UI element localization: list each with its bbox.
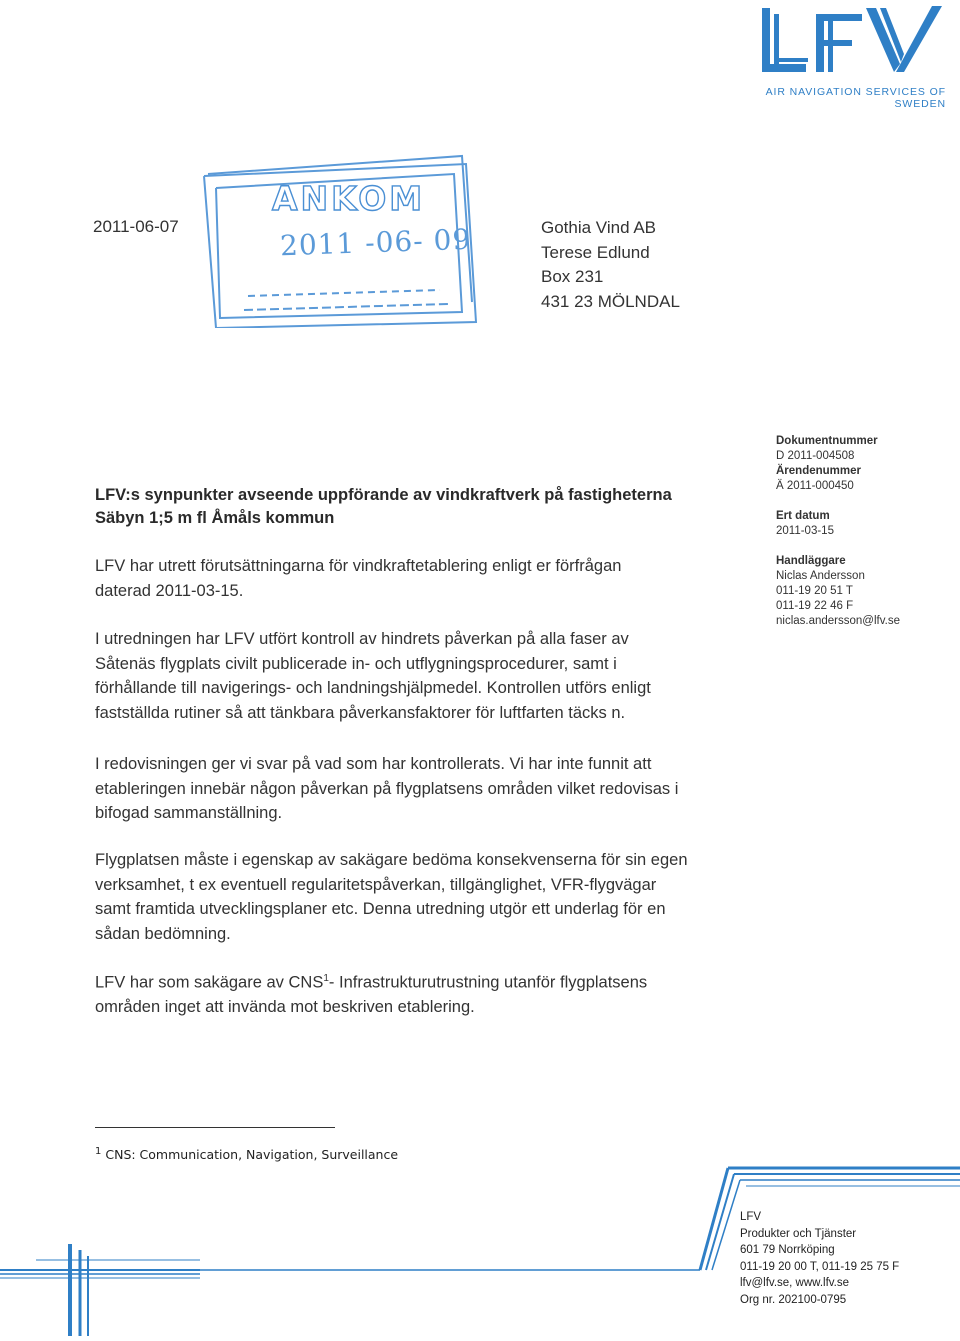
footer-phone: 011-19 20 00 T, 011-19 25 75 F	[740, 1260, 900, 1273]
lfv-logo-mark-icon	[760, 4, 945, 84]
recipient-company: Gothia Vind AB	[541, 218, 656, 237]
your-date-label: Ert datum	[776, 510, 830, 522]
handler-phone: 011-19 20 51 T	[776, 585, 853, 597]
body-line: daterad 2011-03-15.	[95, 581, 244, 600]
case-number-label: Ärendenummer	[776, 465, 861, 477]
footer-contact	[740, 1209, 899, 1308]
body-text: LFV har som sakägare av CNS	[95, 973, 324, 992]
body-line: verksamhet, t ex eventuell regularitetspåverkan, tillgänglighet, VFR-flygvägar	[95, 875, 657, 894]
body-line: I redovisningen ger vi svar på vad som har kontrollerats. Vi har inte funnit att	[95, 755, 652, 773]
body-text: - Infrastrukturutrustning utanför flygplatsens	[328, 973, 648, 992]
doc-number-label: Dokumentnummer	[776, 435, 878, 447]
footer-department: Produkter och Tjänster	[740, 1227, 857, 1240]
body-paragraph-2	[95, 627, 715, 725]
body-line: I utredningen har LFV utfört kontroll av hindrets påverkan på alla faser av	[95, 630, 629, 648]
recipient-city: 431 23 MÖLNDAL	[541, 291, 680, 311]
logo-tagline: AIR NAVIGATION SERVICES OF SWEDEN	[765, 86, 946, 110]
footnote-marker: 1	[323, 973, 329, 984]
body-line: etableringen innebär någon påverkan på flygplatsens områden vilket redovisas i	[95, 779, 679, 798]
body-paragraph-4	[95, 848, 715, 946]
doc-number: D 2011-004508	[776, 450, 855, 462]
body-line: samt framtida utvecklingsplaner etc. Denna utredning utgör ett underlag för en	[95, 900, 666, 918]
recipient-box: Box 231	[541, 267, 604, 286]
body-paragraph-3	[95, 752, 715, 826]
your-date: 2011-03-15	[776, 525, 834, 537]
body-line: sådan bedömning.	[95, 924, 231, 943]
subject-line: Säbyn 1;5 m fl Åmåls kommun	[95, 509, 335, 527]
body-line	[95, 967, 715, 995]
document-metadata	[776, 434, 956, 629]
body-paragraph-5	[95, 967, 715, 1020]
handler-label: Handläggare	[776, 555, 846, 567]
letter-subject	[95, 484, 672, 530]
stamp-text: ANKOM	[272, 179, 426, 218]
lfv-logo	[730, 4, 946, 110]
footer-postal: 601 79 Norrköping	[740, 1244, 835, 1256]
body-line: områden inget att invända mot beskriven etablering.	[95, 998, 475, 1016]
body-paragraph-1	[95, 554, 715, 603]
footer-org: LFV	[740, 1211, 762, 1223]
stamp-date: 2011 -06- 09	[279, 222, 472, 263]
footnote-divider	[95, 1127, 335, 1128]
handler-fax: 011-19 22 46 F	[776, 600, 854, 612]
handler-name: Niclas Andersson	[776, 570, 865, 582]
handler-email: niclas.andersson@lfv.se	[776, 615, 900, 627]
body-line: Såtenäs flygplats civilt publicerade in- och utflygningsprocedurer, samt i	[95, 654, 617, 673]
body-line: bifogad sammanställning.	[95, 804, 283, 822]
recipient-name: Terese Edlund	[541, 242, 650, 262]
letter-date: 2011-06-07	[93, 217, 179, 236]
recipient-address	[541, 216, 680, 314]
body-line: Flygplatsen måste i egenskap av sakägare bedöma konsekvenserna för sin egen	[95, 851, 688, 869]
body-line: förhållande till navigerings- och landningshjälpmedel. Kontrollen utförs enligt	[95, 679, 651, 697]
received-stamp	[200, 152, 480, 328]
body-line: fastställda rutiner så att tänkbara påverkansfaktorer för luftfarten täcks n.	[95, 703, 626, 722]
footer-web: lfv@lfv.se, www.lfv.se	[740, 1277, 850, 1289]
case-number: Ä 2011-000450	[776, 480, 854, 492]
footnote-number: 1	[95, 1146, 102, 1157]
body-line: LFV har utrett förutsättningarna för vindkraftetablering enligt er förfrågan	[95, 557, 622, 575]
footnote-text: CNS: Communication, Navigation, Surveillance	[105, 1147, 399, 1163]
subject-line: LFV:s synpunkter avseende uppförande av vindkraftverk på fastigheterna	[95, 486, 672, 504]
footer-orgnr: Org nr. 202100-0795	[740, 1293, 847, 1306]
